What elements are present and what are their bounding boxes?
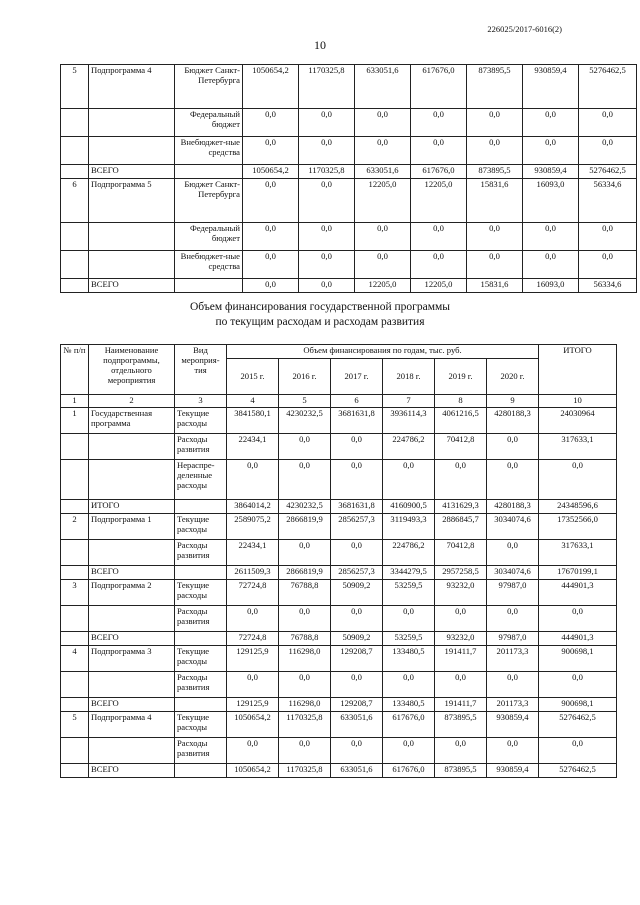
row-number — [61, 631, 89, 645]
value-cell: 0,0 — [579, 223, 637, 251]
value-cell: 0,0 — [227, 737, 279, 763]
row-number — [61, 671, 89, 697]
row-number: 2 — [61, 513, 89, 539]
page-number: 10 — [314, 38, 326, 52]
expense-type — [175, 565, 227, 579]
header-no: № п/п — [61, 345, 89, 395]
value-cell: 5276462,5 — [539, 763, 617, 777]
value-cell: 133480,5 — [383, 645, 435, 671]
funding-source — [175, 279, 243, 293]
row-name — [89, 137, 175, 165]
table-row — [61, 763, 617, 777]
value-cell: 0,0 — [435, 459, 487, 499]
value-cell: 2611509,3 — [227, 565, 279, 579]
value-cell: 0,0 — [487, 605, 539, 631]
value-cell: 76788,8 — [279, 631, 331, 645]
value-cell: 0,0 — [331, 539, 383, 565]
column-number: 6 — [331, 395, 383, 408]
row-number — [61, 737, 89, 763]
value-cell: 4230232,5 — [279, 407, 331, 433]
value-cell: 5276462,5 — [579, 165, 637, 179]
value-cell: 12205,0 — [355, 279, 411, 293]
value-cell: 633051,6 — [355, 65, 411, 109]
value-cell: 129208,7 — [331, 645, 383, 671]
value-cell: 70412,8 — [435, 433, 487, 459]
value-cell: 0,0 — [355, 251, 411, 279]
row-name: ВСЕГО — [89, 697, 175, 711]
value-cell: 873895,5 — [467, 65, 523, 109]
value-cell: 0,0 — [331, 671, 383, 697]
value-cell: 0,0 — [539, 459, 617, 499]
value-cell: 0,0 — [435, 671, 487, 697]
row-number — [61, 605, 89, 631]
value-cell: 12205,0 — [411, 179, 467, 223]
value-cell: 0,0 — [487, 433, 539, 459]
table-row — [61, 671, 617, 697]
value-cell: 930859,4 — [523, 65, 579, 109]
row-name — [89, 539, 175, 565]
header-total: ИТОГО — [539, 345, 617, 395]
expense-type: Нераспре-деленные расходы — [175, 459, 227, 499]
value-cell: 1050654,2 — [243, 165, 299, 179]
value-cell: 900698,1 — [539, 645, 617, 671]
value-cell: 0,0 — [487, 459, 539, 499]
value-cell: 617676,0 — [383, 711, 435, 737]
table-row — [61, 631, 617, 645]
row-number — [61, 697, 89, 711]
table-row — [61, 223, 637, 251]
value-cell: 0,0 — [467, 137, 523, 165]
table-row — [61, 279, 637, 293]
value-cell: 0,0 — [299, 279, 355, 293]
value-cell: 3681631,8 — [331, 407, 383, 433]
value-cell: 97987,0 — [487, 631, 539, 645]
header-type: Вид мероприя-тия — [175, 345, 227, 395]
row-name — [89, 251, 175, 279]
value-cell: 4280188,3 — [487, 499, 539, 513]
row-name — [89, 433, 175, 459]
row-name — [89, 459, 175, 499]
column-number: 1 — [61, 395, 89, 408]
value-cell: 0,0 — [299, 109, 355, 137]
value-cell: 633051,6 — [331, 711, 383, 737]
expense-type: Текущие расходы — [175, 711, 227, 737]
value-cell: 0,0 — [523, 223, 579, 251]
value-cell: 617676,0 — [411, 65, 467, 109]
column-number: 2 — [89, 395, 175, 408]
value-cell: 129125,9 — [227, 697, 279, 711]
value-cell: 1050654,2 — [227, 763, 279, 777]
value-cell: 15831,6 — [467, 179, 523, 223]
row-name: Государственная программа — [89, 407, 175, 433]
expense-type — [175, 631, 227, 645]
expense-type: Текущие расходы — [175, 513, 227, 539]
header-year: 2017 г. — [331, 359, 383, 395]
value-cell: 1170325,8 — [279, 711, 331, 737]
value-cell: 0,0 — [331, 433, 383, 459]
table-row — [61, 645, 617, 671]
table-row — [61, 459, 617, 499]
value-cell: 900698,1 — [539, 697, 617, 711]
value-cell: 0,0 — [539, 605, 617, 631]
column-number: 10 — [539, 395, 617, 408]
value-cell: 0,0 — [411, 109, 467, 137]
value-cell: 72724,8 — [227, 631, 279, 645]
value-cell: 16093,0 — [523, 179, 579, 223]
value-cell: 0,0 — [279, 459, 331, 499]
row-number — [61, 223, 89, 251]
value-cell: 3936114,3 — [383, 407, 435, 433]
value-cell: 0,0 — [279, 539, 331, 565]
value-cell: 0,0 — [579, 109, 637, 137]
value-cell: 24030964 — [539, 407, 617, 433]
row-number — [61, 137, 89, 165]
row-number: 5 — [61, 711, 89, 737]
value-cell: 17352566,0 — [539, 513, 617, 539]
row-name: ИТОГО — [89, 499, 175, 513]
table-row — [61, 579, 617, 605]
value-cell: 0,0 — [579, 251, 637, 279]
row-name: ВСЕГО — [89, 631, 175, 645]
row-name: ВСЕГО — [89, 763, 175, 777]
value-cell: 617676,0 — [383, 763, 435, 777]
table-row — [61, 565, 617, 579]
row-number — [61, 251, 89, 279]
value-cell: 2856257,3 — [331, 513, 383, 539]
value-cell: 72724,8 — [227, 579, 279, 605]
value-cell: 444901,3 — [539, 579, 617, 605]
value-cell: 0,0 — [383, 605, 435, 631]
value-cell: 3344279,5 — [383, 565, 435, 579]
value-cell: 1170325,8 — [299, 165, 355, 179]
value-cell: 0,0 — [411, 223, 467, 251]
expense-type: Расходы развития — [175, 605, 227, 631]
value-cell: 191411,7 — [435, 697, 487, 711]
value-cell: 12205,0 — [355, 179, 411, 223]
row-number: 5 — [61, 65, 89, 109]
row-name: Подпрограмма 4 — [89, 711, 175, 737]
value-cell: 2866819,9 — [279, 513, 331, 539]
value-cell: 5276462,5 — [539, 711, 617, 737]
value-cell: 3119493,3 — [383, 513, 435, 539]
value-cell: 2957258,5 — [435, 565, 487, 579]
section-title — [0, 300, 640, 330]
row-number: 1 — [61, 407, 89, 433]
value-cell: 76788,8 — [279, 579, 331, 605]
value-cell: 2856257,3 — [331, 565, 383, 579]
value-cell: 0,0 — [331, 737, 383, 763]
value-cell: 5276462,5 — [579, 65, 637, 109]
value-cell: 0,0 — [523, 251, 579, 279]
header-year: 2019 г. — [435, 359, 487, 395]
value-cell: 930859,4 — [487, 763, 539, 777]
row-number — [61, 499, 89, 513]
table-row — [61, 251, 637, 279]
value-cell: 0,0 — [355, 223, 411, 251]
value-cell: 0,0 — [487, 737, 539, 763]
row-name — [89, 671, 175, 697]
header-year: 2020 г. — [487, 359, 539, 395]
table-row — [61, 697, 617, 711]
value-cell: 930859,4 — [487, 711, 539, 737]
header-year: 2015 г. — [227, 359, 279, 395]
value-cell: 0,0 — [467, 109, 523, 137]
value-cell: 0,0 — [523, 109, 579, 137]
value-cell: 0,0 — [299, 179, 355, 223]
section-title-line2: по текущим расходам и расходам развития — [215, 315, 425, 328]
header-year: 2018 г. — [383, 359, 435, 395]
section-title-line1: Объем финансирования государственной программы — [189, 301, 451, 313]
column-number: 9 — [487, 395, 539, 408]
table-row — [61, 165, 637, 179]
value-cell: 0,0 — [299, 137, 355, 165]
value-cell: 70412,8 — [435, 539, 487, 565]
funding-source: Федеральный бюджет — [175, 223, 243, 251]
table-row — [61, 539, 617, 565]
value-cell: 0,0 — [435, 737, 487, 763]
value-cell: 0,0 — [487, 671, 539, 697]
expense-type: Расходы развития — [175, 737, 227, 763]
value-cell: 0,0 — [279, 671, 331, 697]
value-cell: 3034074,6 — [487, 565, 539, 579]
funding-by-expense-type-table — [60, 344, 617, 778]
value-cell: 873895,5 — [435, 763, 487, 777]
value-cell: 0,0 — [243, 179, 299, 223]
header-volume: Объем финансирования по годам, тыс. руб. — [227, 345, 539, 359]
column-number: 3 — [175, 395, 227, 408]
row-number: 4 — [61, 645, 89, 671]
table-row — [61, 179, 637, 223]
row-number — [61, 539, 89, 565]
row-number — [61, 109, 89, 137]
funding-source: Федеральный бюджет — [175, 109, 243, 137]
value-cell: 0,0 — [227, 459, 279, 499]
value-cell: 0,0 — [243, 223, 299, 251]
value-cell: 0,0 — [243, 137, 299, 165]
expense-type: Расходы развития — [175, 671, 227, 697]
value-cell: 15831,6 — [467, 279, 523, 293]
value-cell: 617676,0 — [411, 165, 467, 179]
funding-source: Бюджет Санкт-Петербурга — [175, 65, 243, 109]
value-cell: 0,0 — [227, 605, 279, 631]
row-number — [61, 279, 89, 293]
header-year: 2016 г. — [279, 359, 331, 395]
expense-type: Текущие расходы — [175, 407, 227, 433]
value-cell: 0,0 — [331, 605, 383, 631]
value-cell: 201173,3 — [487, 645, 539, 671]
value-cell: 22434,1 — [227, 539, 279, 565]
table-row — [61, 137, 637, 165]
value-cell: 0,0 — [355, 109, 411, 137]
value-cell: 0,0 — [279, 433, 331, 459]
value-cell: 0,0 — [299, 251, 355, 279]
row-name — [89, 605, 175, 631]
row-name: Подпрограмма 5 — [89, 179, 175, 223]
expense-type — [175, 697, 227, 711]
value-cell: 4160900,5 — [383, 499, 435, 513]
row-number: 3 — [61, 579, 89, 605]
table-row — [61, 711, 617, 737]
value-cell: 0,0 — [279, 605, 331, 631]
value-cell: 50909,2 — [331, 579, 383, 605]
value-cell: 0,0 — [411, 251, 467, 279]
row-number — [61, 763, 89, 777]
value-cell: 0,0 — [579, 137, 637, 165]
value-cell: 3864014,2 — [227, 499, 279, 513]
value-cell: 129208,7 — [331, 697, 383, 711]
value-cell: 930859,4 — [523, 165, 579, 179]
row-name — [89, 223, 175, 251]
row-name: Подпрограмма 4 — [89, 65, 175, 109]
value-cell: 24348596,6 — [539, 499, 617, 513]
value-cell: 873895,5 — [467, 165, 523, 179]
row-number — [61, 459, 89, 499]
value-cell: 4280188,3 — [487, 407, 539, 433]
value-cell: 16093,0 — [523, 279, 579, 293]
value-cell: 0,0 — [435, 605, 487, 631]
funding-source: Бюджет Санкт-Петербурга — [175, 179, 243, 223]
table-row — [61, 513, 617, 539]
expense-type — [175, 763, 227, 777]
value-cell: 0,0 — [227, 671, 279, 697]
value-cell: 53259,5 — [383, 579, 435, 605]
value-cell: 17670199,1 — [539, 565, 617, 579]
row-name: Подпрограмма 1 — [89, 513, 175, 539]
value-cell: 0,0 — [383, 737, 435, 763]
table-row — [61, 737, 617, 763]
value-cell: 56334,6 — [579, 179, 637, 223]
value-cell: 0,0 — [383, 459, 435, 499]
value-cell: 2589075,2 — [227, 513, 279, 539]
row-name — [89, 737, 175, 763]
row-number — [61, 165, 89, 179]
value-cell: 1050654,2 — [243, 65, 299, 109]
value-cell: 0,0 — [411, 137, 467, 165]
value-cell: 0,0 — [279, 737, 331, 763]
value-cell: 56334,6 — [579, 279, 637, 293]
value-cell: 633051,6 — [331, 763, 383, 777]
table-row — [61, 109, 637, 137]
value-cell: 0,0 — [331, 459, 383, 499]
expense-type — [175, 499, 227, 513]
value-cell: 4131629,3 — [435, 499, 487, 513]
column-number: 4 — [227, 395, 279, 408]
value-cell: 0,0 — [467, 223, 523, 251]
value-cell: 0,0 — [243, 279, 299, 293]
funding-source: Внебюджет-ные средства — [175, 137, 243, 165]
value-cell: 0,0 — [299, 223, 355, 251]
row-name — [89, 109, 175, 137]
value-cell: 2866819,9 — [279, 565, 331, 579]
column-number: 7 — [383, 395, 435, 408]
value-cell: 2886845,7 — [435, 513, 487, 539]
funding-source: Внебюджет-ные средства — [175, 251, 243, 279]
column-number: 5 — [279, 395, 331, 408]
value-cell: 50909,2 — [331, 631, 383, 645]
row-name: ВСЕГО — [89, 279, 175, 293]
table-row — [61, 499, 617, 513]
value-cell: 93232,0 — [435, 579, 487, 605]
row-name: ВСЕГО — [89, 165, 175, 179]
value-cell: 133480,5 — [383, 697, 435, 711]
row-number — [61, 433, 89, 459]
expense-type: Расходы развития — [175, 539, 227, 565]
column-number: 8 — [435, 395, 487, 408]
row-name: ВСЕГО — [89, 565, 175, 579]
value-cell: 116298,0 — [279, 697, 331, 711]
row-name: Подпрограмма 3 — [89, 645, 175, 671]
value-cell: 116298,0 — [279, 645, 331, 671]
value-cell: 1050654,2 — [227, 711, 279, 737]
value-cell: 224786,2 — [383, 539, 435, 565]
value-cell: 3681631,8 — [331, 499, 383, 513]
value-cell: 873895,5 — [435, 711, 487, 737]
value-cell: 0,0 — [383, 671, 435, 697]
table-row — [61, 65, 637, 109]
value-cell: 0,0 — [243, 109, 299, 137]
funding-source — [175, 165, 243, 179]
value-cell: 317633,1 — [539, 433, 617, 459]
value-cell: 12205,0 — [411, 279, 467, 293]
row-name: Подпрограмма 2 — [89, 579, 175, 605]
value-cell: 0,0 — [467, 251, 523, 279]
value-cell: 0,0 — [243, 251, 299, 279]
table-row — [61, 407, 617, 433]
value-cell: 22434,1 — [227, 433, 279, 459]
value-cell: 3841580,1 — [227, 407, 279, 433]
header-name: Наименование подпрограммы, отдельного мероприятия — [89, 345, 175, 395]
value-cell: 317633,1 — [539, 539, 617, 565]
document-number: 226025/2017-6016(2) — [487, 24, 562, 34]
value-cell: 201173,3 — [487, 697, 539, 711]
value-cell: 0,0 — [539, 671, 617, 697]
value-cell: 0,0 — [487, 539, 539, 565]
row-number: 6 — [61, 179, 89, 223]
expense-type: Текущие расходы — [175, 645, 227, 671]
value-cell: 224786,2 — [383, 433, 435, 459]
value-cell: 0,0 — [355, 137, 411, 165]
expense-type: Расходы развития — [175, 433, 227, 459]
value-cell: 633051,6 — [355, 165, 411, 179]
value-cell: 0,0 — [539, 737, 617, 763]
value-cell: 97987,0 — [487, 579, 539, 605]
value-cell: 191411,7 — [435, 645, 487, 671]
value-cell: 4061216,5 — [435, 407, 487, 433]
value-cell: 1170325,8 — [299, 65, 355, 109]
value-cell: 0,0 — [523, 137, 579, 165]
row-number — [61, 565, 89, 579]
table-row — [61, 433, 617, 459]
value-cell: 3034074,6 — [487, 513, 539, 539]
value-cell: 4230232,5 — [279, 499, 331, 513]
table-row — [61, 605, 617, 631]
value-cell: 129125,9 — [227, 645, 279, 671]
value-cell: 1170325,8 — [279, 763, 331, 777]
funding-by-source-table — [60, 64, 637, 293]
value-cell: 93232,0 — [435, 631, 487, 645]
value-cell: 53259,5 — [383, 631, 435, 645]
value-cell: 444901,3 — [539, 631, 617, 645]
expense-type: Текущие расходы — [175, 579, 227, 605]
